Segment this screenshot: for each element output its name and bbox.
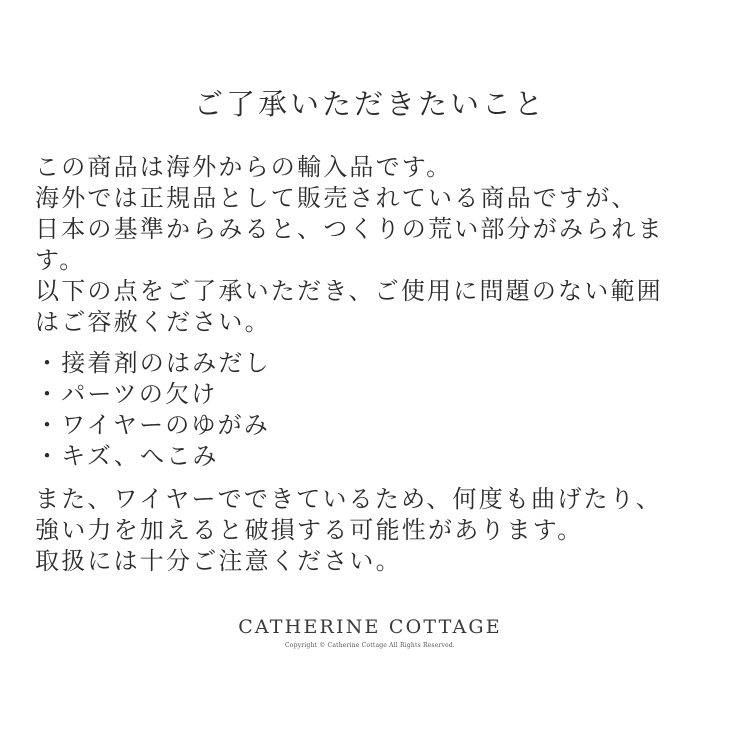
intro-line: はご容赦ください。 (35, 308, 271, 336)
bullet-list (35, 348, 705, 472)
brand-logo-text: CATHERINE COTTAGE (238, 616, 502, 638)
bullet-item: ・パーツの欠け (35, 380, 218, 408)
intro-line: 海外では正規品として販売されている商品ですが、 (35, 184, 638, 212)
bullet-item: ・キズ、へこみ (35, 442, 219, 470)
outro-paragraph (35, 484, 705, 577)
outro-line: また、ワイヤーでできているため、何度も曲げたり、 (35, 485, 663, 513)
intro-line: この商品は海外からの輸入品です。 (35, 153, 453, 181)
intro-line: 日本の基準からみると、つくりの荒い部分がみられま (35, 215, 664, 243)
intro-paragraph (35, 152, 705, 338)
bullet-item: ・ワイヤーのゆがみ (35, 411, 271, 439)
page-title: ご了承いただきたいこと (193, 87, 546, 121)
bullet-item: ・接着剤のはみだし (35, 349, 271, 377)
copyright-notice: Copyright © Catherine Cottage All Rights Reserved. (284, 642, 456, 649)
outro-line: 強い力を加えると破損する可能性があります。 (35, 516, 584, 544)
intro-line: す。 (35, 246, 86, 274)
outro-line: 取扱には十分ご注意ください。 (35, 547, 402, 575)
intro-line: 以下の点をご了承いただき、ご使用に問題のない範囲 (35, 277, 663, 305)
